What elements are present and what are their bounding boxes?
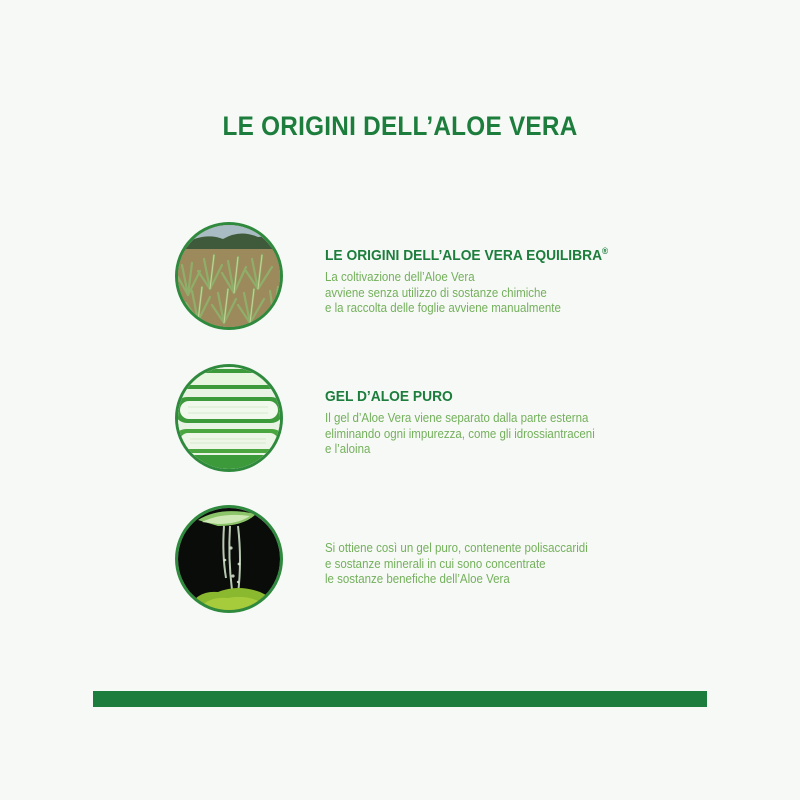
section-heading: GEL D’ALOE PURO bbox=[325, 388, 453, 405]
section-heading: LE ORIGINI DELL’ALOE VERA EQUILIBRA® bbox=[325, 246, 609, 264]
description-line: Si ottiene così un gel puro, contenente polisaccaridi bbox=[325, 541, 588, 555]
section-origins bbox=[0, 222, 800, 337]
aloe-gel-drip-image bbox=[175, 505, 283, 613]
description-line: La coltivazione dell’Aloe Vera bbox=[325, 270, 475, 284]
section-description bbox=[325, 541, 656, 588]
footer-bar bbox=[93, 691, 707, 707]
registered-mark: ® bbox=[602, 246, 609, 256]
description-line: e la raccolta delle foglie avviene manualmente bbox=[325, 301, 561, 315]
description-line: eliminando ogni impurezza, come gli idrossiantraceni bbox=[325, 426, 595, 441]
aloe-gel-slices-image bbox=[175, 364, 283, 472]
section-gel bbox=[0, 364, 800, 479]
section-description bbox=[325, 411, 656, 458]
section-pure-gel bbox=[0, 505, 800, 620]
description-line: Il gel d’Aloe Vera viene separato dalla parte esterna bbox=[325, 411, 589, 425]
description-line: e sostanze minerali in cui sono concentrate bbox=[325, 556, 546, 571]
page-title: LE ORIGINI DELL’ALOE VERA bbox=[222, 111, 578, 141]
section-description bbox=[325, 270, 656, 317]
description-line: le sostanze benefiche dell’Aloe Vera bbox=[325, 572, 510, 586]
description-line: e l’aloina bbox=[325, 442, 371, 456]
aloe-field-image bbox=[175, 222, 283, 330]
description-line: avviene senza utilizzo di sostanze chimiche bbox=[325, 285, 547, 300]
